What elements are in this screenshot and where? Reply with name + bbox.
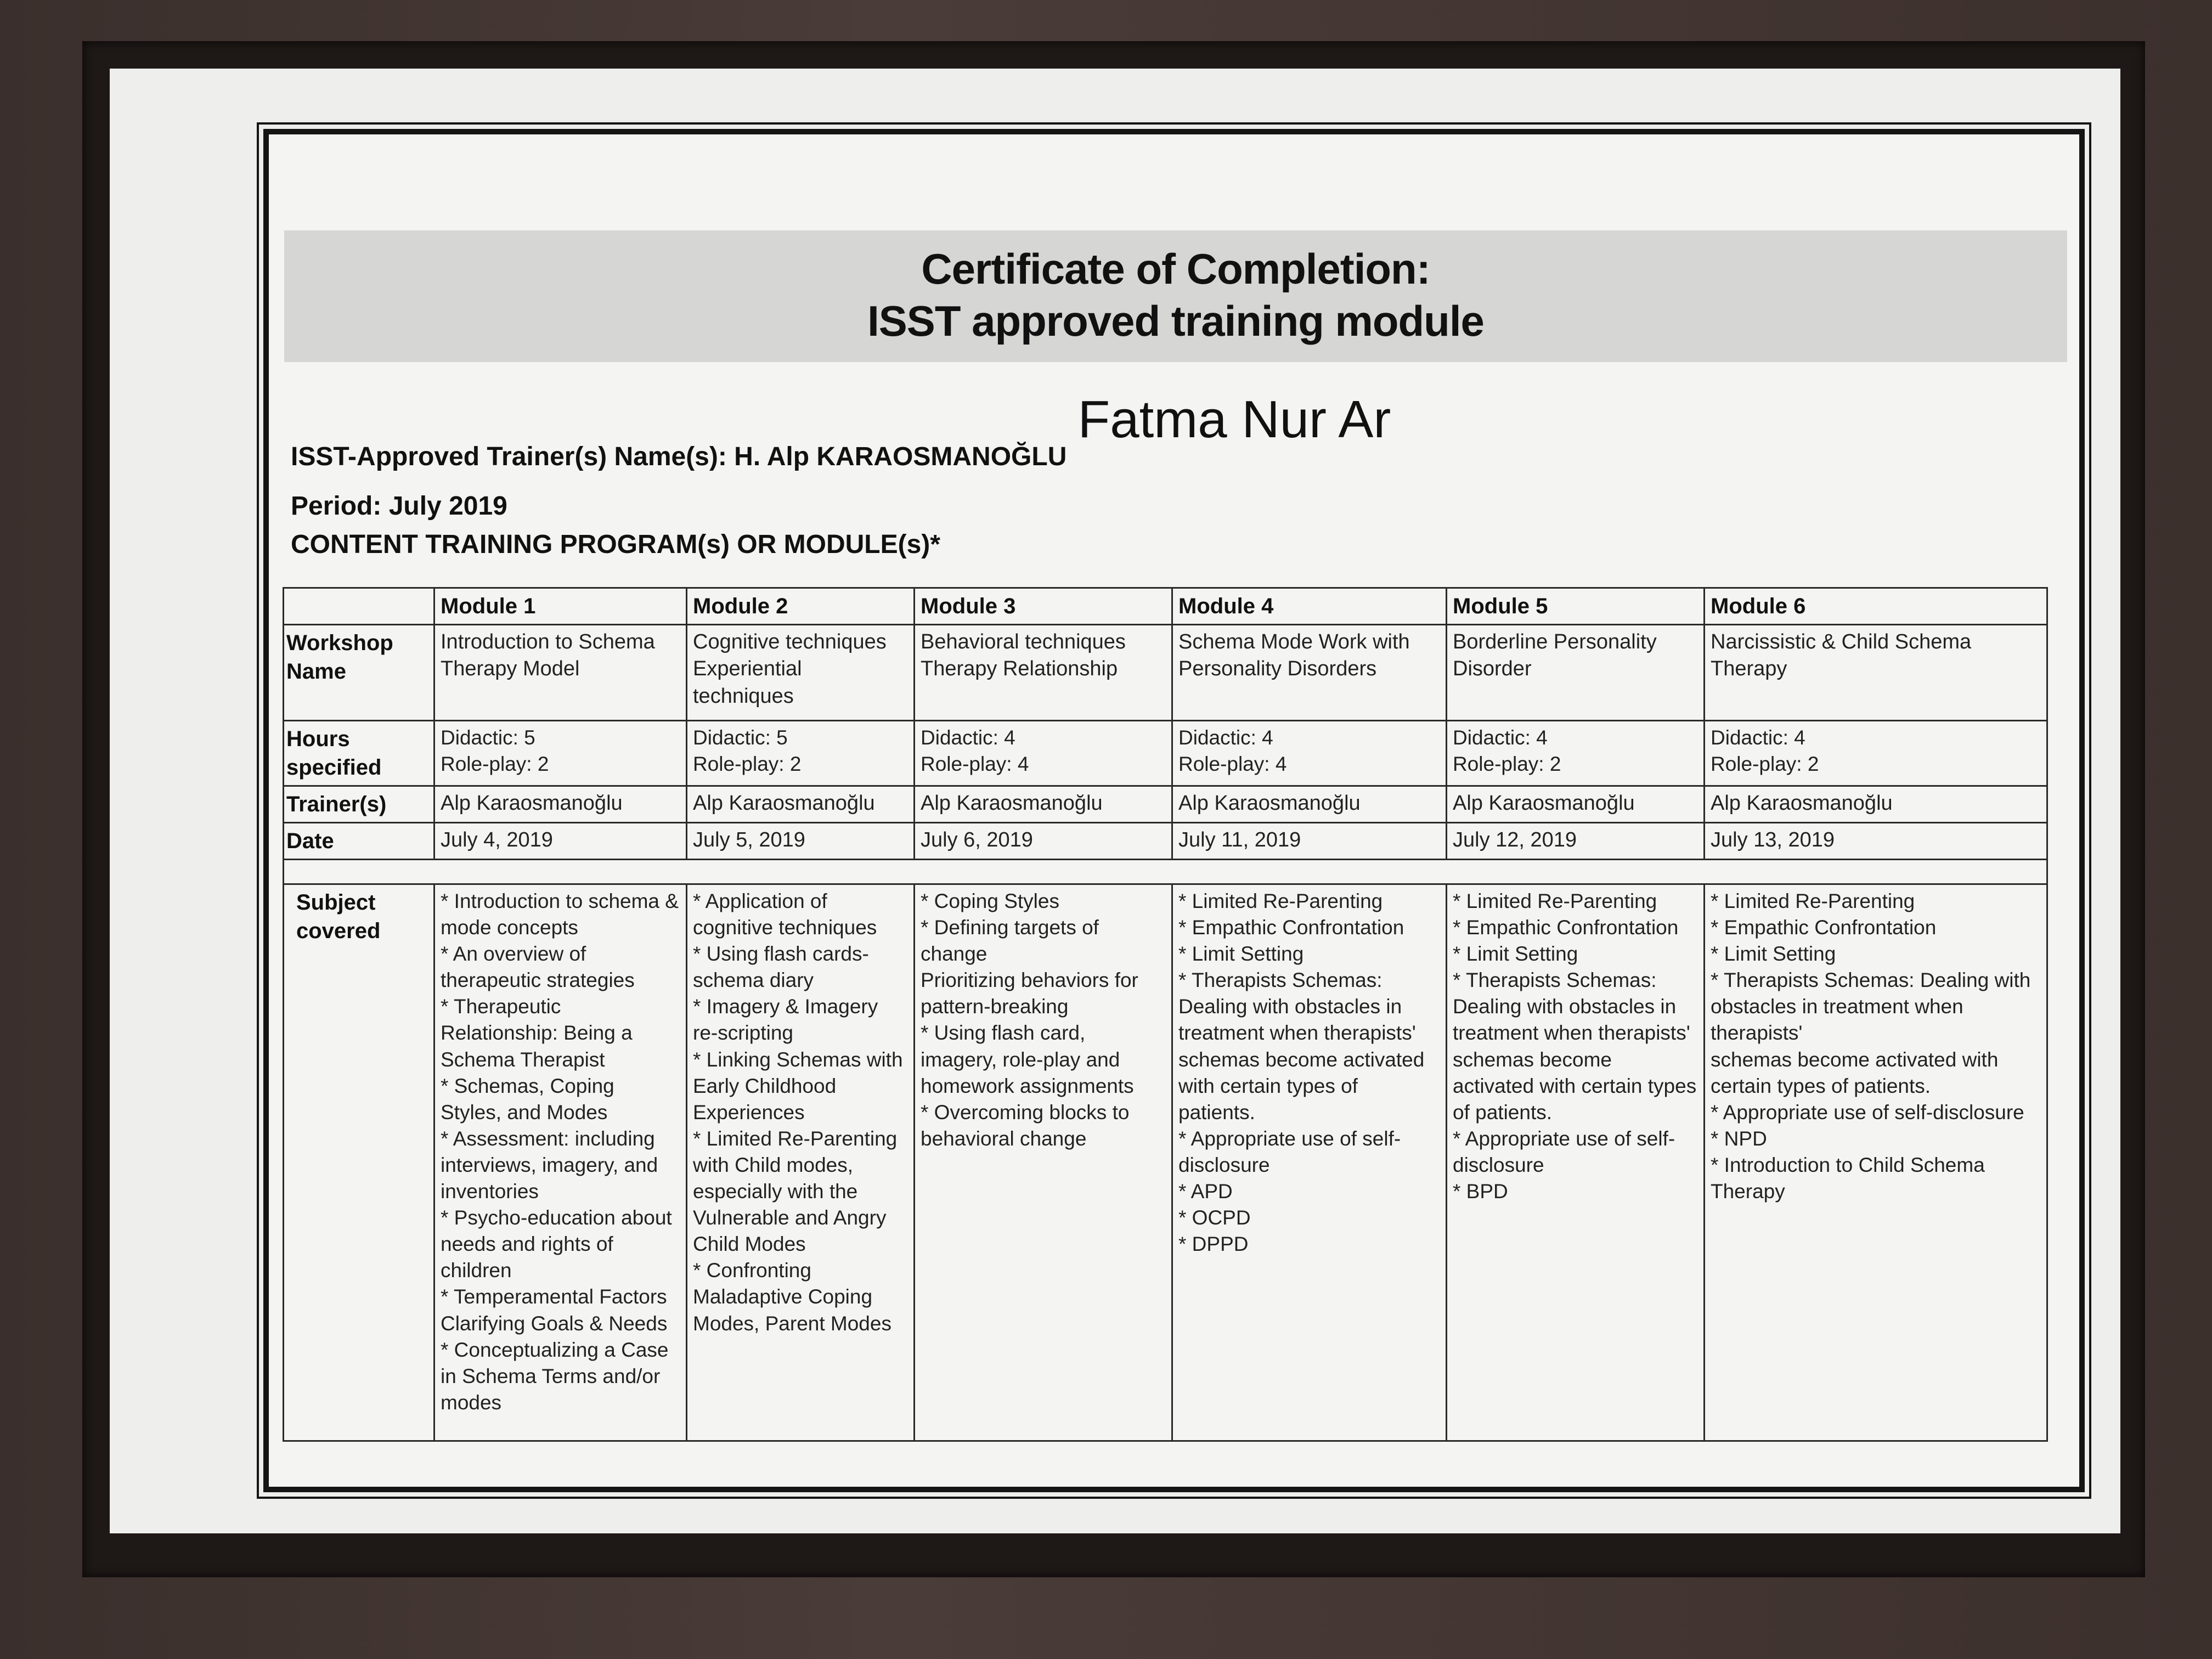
module-header: Module 2 [687,588,915,625]
row-label-trainer: Trainer(s) [284,786,435,823]
module-header: Module 6 [1705,588,2047,625]
recipient-name: Fatma Nur Ar [1077,390,1391,449]
spacer-row [284,860,2047,884]
program-line: CONTENT TRAINING PROGRAM(s) OR MODULE(s)* [291,530,940,559]
hours-cell: Didactic: 4 Role-play: 2 [1447,721,1705,786]
workshop-cell: Narcissistic & Child Schema Therapy [1705,625,2047,721]
trainer-row [284,786,2047,823]
subject-cell: * Limited Re-Parenting * Empathic Confrontation * Limit Setting * Therapists Schemas: Dealing with obstacles in treatment when therapists' schemas become activated with certain types of patients. * Appropriate use of self-disclosure * NPD * Introduction to Child Schema Therapy [1705,884,2047,1441]
module-header: Module 4 [1172,588,1447,625]
date-cell: July 12, 2019 [1447,823,1705,860]
spacer-cell [284,860,2047,884]
row-label-date: Date [284,823,435,860]
trainer-cell: Alp Karaosmanoğlu [1447,786,1705,823]
hours-cell: Didactic: 5 Role-play: 2 [435,721,687,786]
trainer-cell: Alp Karaosmanoğlu [687,786,915,823]
subject-cell: * Introduction to schema & mode concepts * An overview of therapeutic strategies * Therapeutic Relationship: Being a Schema Therapist * Schemas, Coping Styles, and Modes * Assessment: including interviews, imagery, and inventories * Psycho-education about needs and rights of children * Temperamental Factors Clarifying Goals & Needs * Conceptualizing a Case in Schema Terms and/or modes [435,884,687,1441]
row-label-workshop: Workshop Name [284,625,435,721]
date-row [284,823,2047,860]
subject-cell: * Application of cognitive techniques * Using flash cards-schema diary * Imagery & Imagery re-scripting * Linking Schemas with Early Childhood Experiences * Limited Re-Parenting with Child modes, especially with the Vulnerable and Angry Child Modes * Confronting Maladaptive Coping Modes, Parent Modes [687,884,915,1441]
certificate-sheet [263,129,2085,1492]
workshop-cell: Introduction to Schema Therapy Model [435,625,687,721]
date-cell: July 4, 2019 [435,823,687,860]
row-label-subject: Subject covered [284,884,435,1441]
subject-cell: * Coping Styles * Defining targets of change Prioritizing behaviors for pattern-breaking * Using flash card, imagery, role-play and homework assignments * Overcoming blocks to behavioral change [915,884,1172,1441]
trainer-line: ISST-Approved Trainer(s) Name(s): H. Alp KARAOSMANOĞLU [291,442,1067,471]
corner-cell [284,588,435,625]
module-header: Module 5 [1447,588,1705,625]
trainer-cell: Alp Karaosmanoğlu [1172,786,1447,823]
hours-cell: Didactic: 5 Role-play: 2 [687,721,915,786]
workshop-cell: Cognitive techniques Experiential techniques [687,625,915,721]
hours-cell: Didactic: 4 Role-play: 2 [1705,721,2047,786]
row-label-hours: Hours specified [284,721,435,786]
period-line: Period: July 2019 [291,492,507,521]
date-cell: July 13, 2019 [1705,823,2047,860]
subject-cell: * Limited Re-Parenting * Empathic Confrontation * Limit Setting * Therapists Schemas: Dealing with obstacles in treatment when therapists' schemas become activated with certain types of patients. * Appropriate use of self-disclosure * APD * OCPD * DPPD [1172,884,1447,1441]
subject-row [284,884,2047,1441]
hours-row [284,721,2047,786]
trainer-cell: Alp Karaosmanoğlu [915,786,1172,823]
title-band [284,230,2067,362]
workshop-cell: Behavioral techniques Therapy Relationship [915,625,1172,721]
subject-cell: * Limited Re-Parenting * Empathic Confrontation * Limit Setting * Therapists Schemas: Dealing with obstacles in treatment when therapists' schemas become activated with certain types of patients. * Appropriate use of self-disclosure * BPD [1447,884,1705,1441]
workshop-row [284,625,2047,721]
trainer-cell: Alp Karaosmanoğlu [1705,786,2047,823]
workshop-cell: Schema Mode Work with Personality Disorders [1172,625,1447,721]
modules-table [283,587,2048,1442]
module-header: Module 1 [435,588,687,625]
workshop-cell: Borderline Personality Disorder [1447,625,1705,721]
date-cell: July 6, 2019 [915,823,1172,860]
hours-cell: Didactic: 4 Role-play: 4 [1172,721,1447,786]
hours-cell: Didactic: 4 Role-play: 4 [915,721,1172,786]
header-row [284,588,2047,625]
date-cell: July 11, 2019 [1172,823,1447,860]
trainer-cell: Alp Karaosmanoğlu [435,786,687,823]
date-cell: July 5, 2019 [687,823,915,860]
certificate-title-line1: Certificate of Completion: [921,245,1430,293]
certificate-title-line2: ISST approved training module [867,297,1484,345]
module-header: Module 3 [915,588,1172,625]
